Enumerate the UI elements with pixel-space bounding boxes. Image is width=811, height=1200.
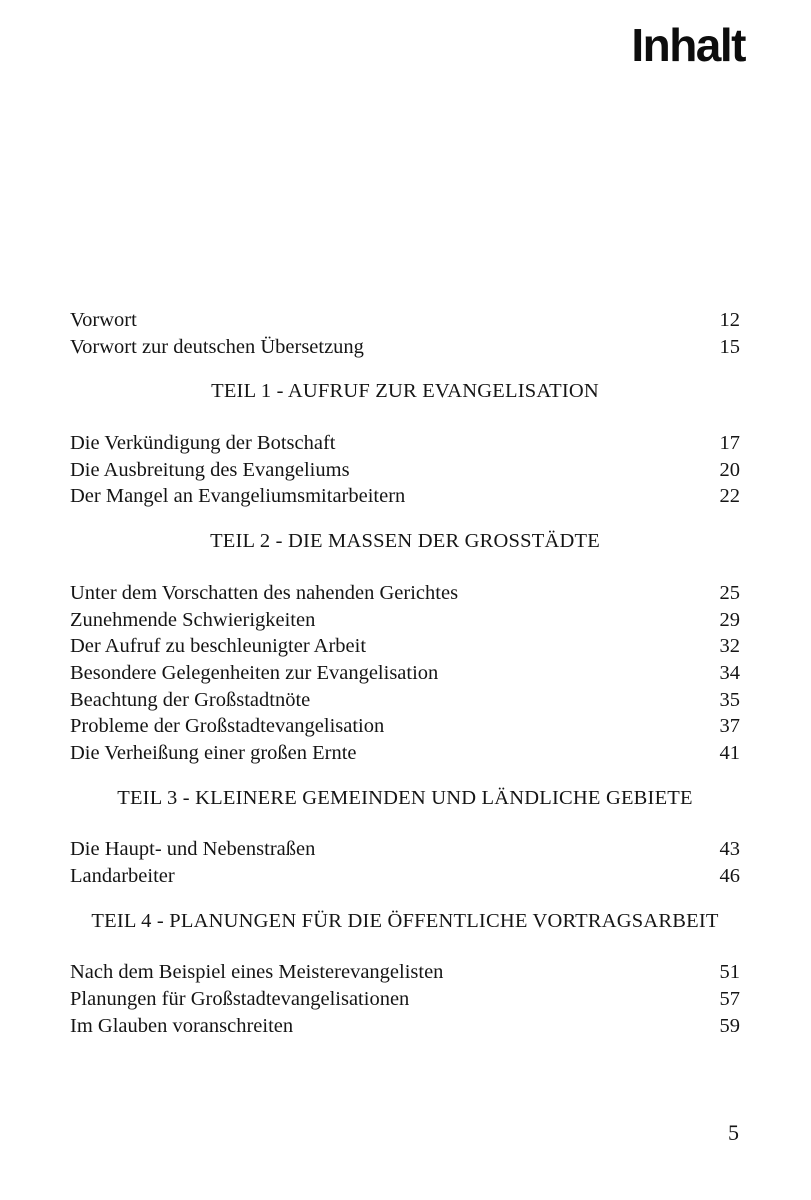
toc-entry-page: 51 [719, 961, 740, 984]
toc-entry [70, 740, 740, 767]
part-heading: TEIL 2 - DIE MASSEN DER GROSSTÄDTE [210, 530, 600, 553]
toc-entry-title: Vorwort zur deutschen Übersetzung [70, 335, 364, 358]
toc-entry [70, 1013, 740, 1040]
toc-entry-title: Der Mangel an Evangeliumsmitarbeitern [70, 485, 406, 508]
toc-entry-page: 46 [719, 865, 740, 887]
toc-entry-title: Die Haupt- und Nebenstraßen [70, 838, 316, 861]
toc-entry-page: 20 [719, 458, 740, 481]
toc-entry-page: 41 [719, 741, 740, 764]
toc-entry [70, 457, 740, 484]
page-number: 5 [728, 1120, 739, 1145]
toc-entry [70, 483, 740, 510]
toc-entry [70, 633, 740, 660]
toc-part-2 [70, 528, 740, 767]
toc-intro-section [70, 307, 740, 360]
toc-entry [70, 959, 740, 986]
toc-entry [70, 607, 740, 634]
table-of-contents [70, 307, 740, 1039]
toc-entry-page: 37 [719, 715, 740, 738]
toc-entry-page: 43 [719, 838, 740, 861]
toc-entry-title: Im Glauben voranschreiten [70, 1014, 294, 1037]
toc-entry [70, 580, 740, 607]
toc-entry-title: Unter dem Vorschatten des nahenden Gerichtes [70, 581, 459, 604]
toc-entry-title: Probleme der Großstadtevangelisation [70, 715, 385, 738]
part-heading: TEIL 3 - KLEINERE GEMEINDEN UND LÄNDLICHE GEBIETE [117, 786, 693, 809]
toc-part-3 [70, 785, 740, 890]
toc-entry [70, 660, 740, 687]
toc-entry [70, 687, 740, 714]
toc-entry [70, 430, 740, 457]
toc-entry [70, 986, 740, 1013]
toc-entry-page: 22 [719, 485, 740, 508]
toc-entry-title: Zunehmende Schwierigkeiten [70, 608, 316, 631]
toc-entry-title: Nach dem Beispiel eines Meisterevangelisten [70, 961, 444, 984]
toc-entry-title: Die Verkündigung der Botschaft [70, 432, 336, 455]
toc-entry [70, 836, 740, 863]
toc-entry-title: Planungen für Großstadtevangelisationen [70, 988, 410, 1011]
toc-entry [70, 863, 740, 890]
toc-entry-title: Der Aufruf zu beschleunigter Arbeit [70, 635, 367, 658]
toc-entry-title: Besondere Gelegenheiten zur Evangelisation [70, 661, 439, 684]
part-heading: TEIL 4 - PLANUNGEN FÜR DIE ÖFFENTLICHE VORTRAGSARBEIT [91, 909, 719, 932]
toc-entry-page: 32 [719, 635, 740, 658]
toc-entry-page: 12 [719, 309, 740, 331]
toc-entry-title: Landarbeiter [70, 865, 175, 887]
toc-entry-page: 17 [719, 432, 740, 455]
toc-entry-title: Die Verheißung einer großen Ernte [70, 741, 357, 764]
toc-entry-page: 35 [719, 688, 740, 711]
toc-entry-page: 57 [719, 988, 740, 1011]
toc-entry [70, 713, 740, 740]
toc-entry-page: 34 [719, 661, 740, 684]
toc-part-1 [70, 378, 740, 510]
toc-entry-page: 25 [719, 581, 740, 604]
toc-entry-title: Vorwort [70, 309, 137, 331]
part-heading: TEIL 1 - AUFRUF ZUR EVANGELISATION [211, 380, 599, 403]
toc-entry-title: Die Ausbreitung des Evangeliums [70, 458, 350, 481]
toc-part-4 [70, 908, 740, 1040]
toc-entry-page: 15 [719, 335, 740, 358]
page-title: Inhalt [631, 19, 745, 71]
toc-entry-page: 59 [719, 1014, 740, 1037]
toc-entry-page: 29 [719, 608, 740, 631]
toc-entry [70, 307, 740, 334]
toc-entry-title: Beachtung der Großstadtnöte [70, 688, 311, 711]
toc-entry [70, 334, 740, 361]
